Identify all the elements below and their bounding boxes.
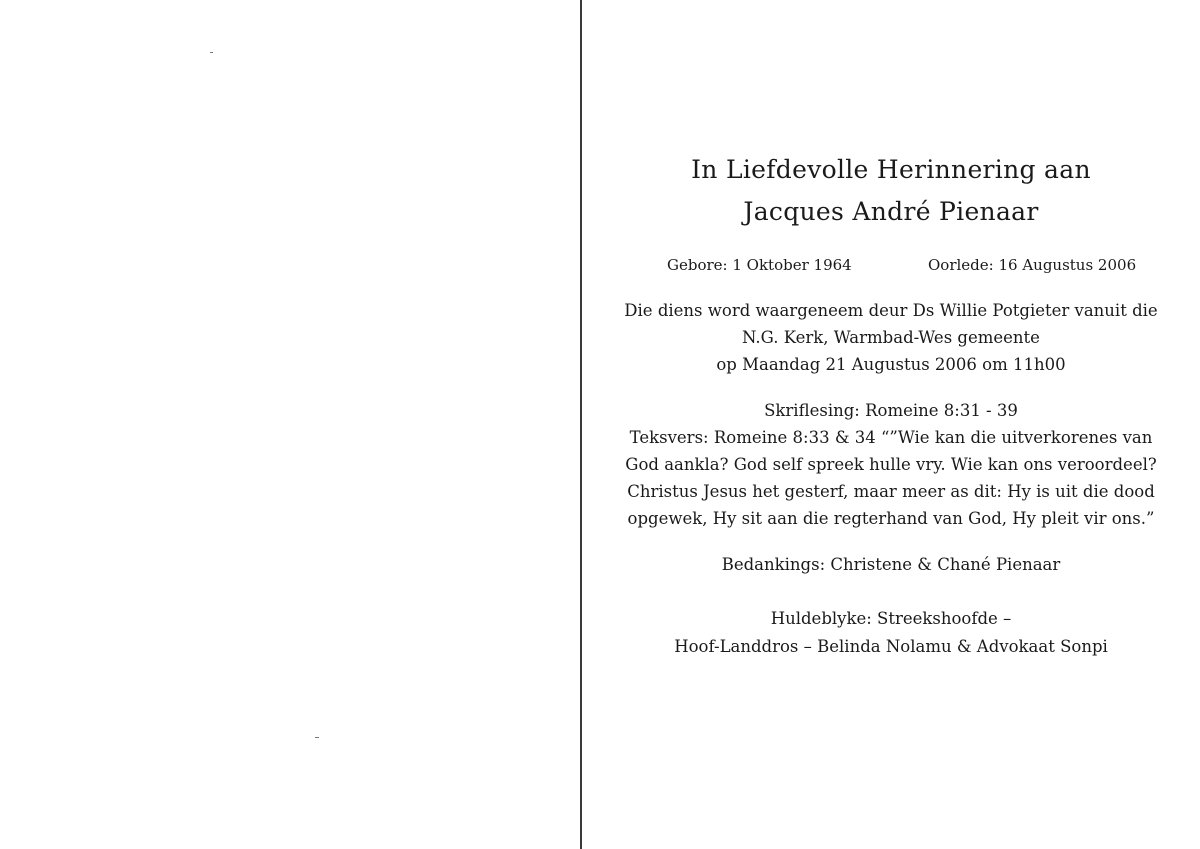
death-date: Oorlede: 16 Augustus 2006 xyxy=(928,256,1137,274)
left-page xyxy=(0,0,580,849)
thanks-line: Bedankings: Christene & Chané Pienaar xyxy=(721,555,1061,574)
memorial-heading: In Liefdevolle Herinnering aan xyxy=(691,155,1091,184)
text-verse-line: Christus Jesus het gesterf, maar meer as dit: Hy is uit die dood xyxy=(627,482,1155,501)
service-line: Die diens word waargeneem deur Ds Willie Potgieter vanuit die xyxy=(624,301,1158,320)
service-line: N.G. Kerk, Warmbad-Wes gemeente xyxy=(742,328,1040,347)
birth-date: Gebore: 1 Oktober 1964 xyxy=(667,256,852,274)
tributes-line: Hoof-Landdros – Belinda Nolamu & Advokaat Sonpi xyxy=(674,637,1108,656)
text-verse-line: opgewek, Hy sit aan die regterhand van God, Hy pleit vir ons.” xyxy=(627,509,1155,528)
paper-speck xyxy=(315,737,319,738)
text-verse-line: God aankla? God self spreek hulle vry. Wie kan ons veroordeel? xyxy=(625,455,1157,474)
right-page xyxy=(582,0,1200,849)
deceased-name: Jacques André Pienaar xyxy=(743,197,1039,226)
scripture-reading: Skriflesing: Romeine 8:31 - 39 xyxy=(764,401,1018,420)
text-verse-line: Teksvers: Romeine 8:33 & 34 “”Wie kan die uitverkorenes van xyxy=(629,428,1153,447)
tributes-line: Huldeblyke: Streekshoofde – xyxy=(770,609,1012,628)
service-line: op Maandag 21 Augustus 2006 om 11h00 xyxy=(716,355,1066,374)
paper-speck xyxy=(210,52,213,53)
